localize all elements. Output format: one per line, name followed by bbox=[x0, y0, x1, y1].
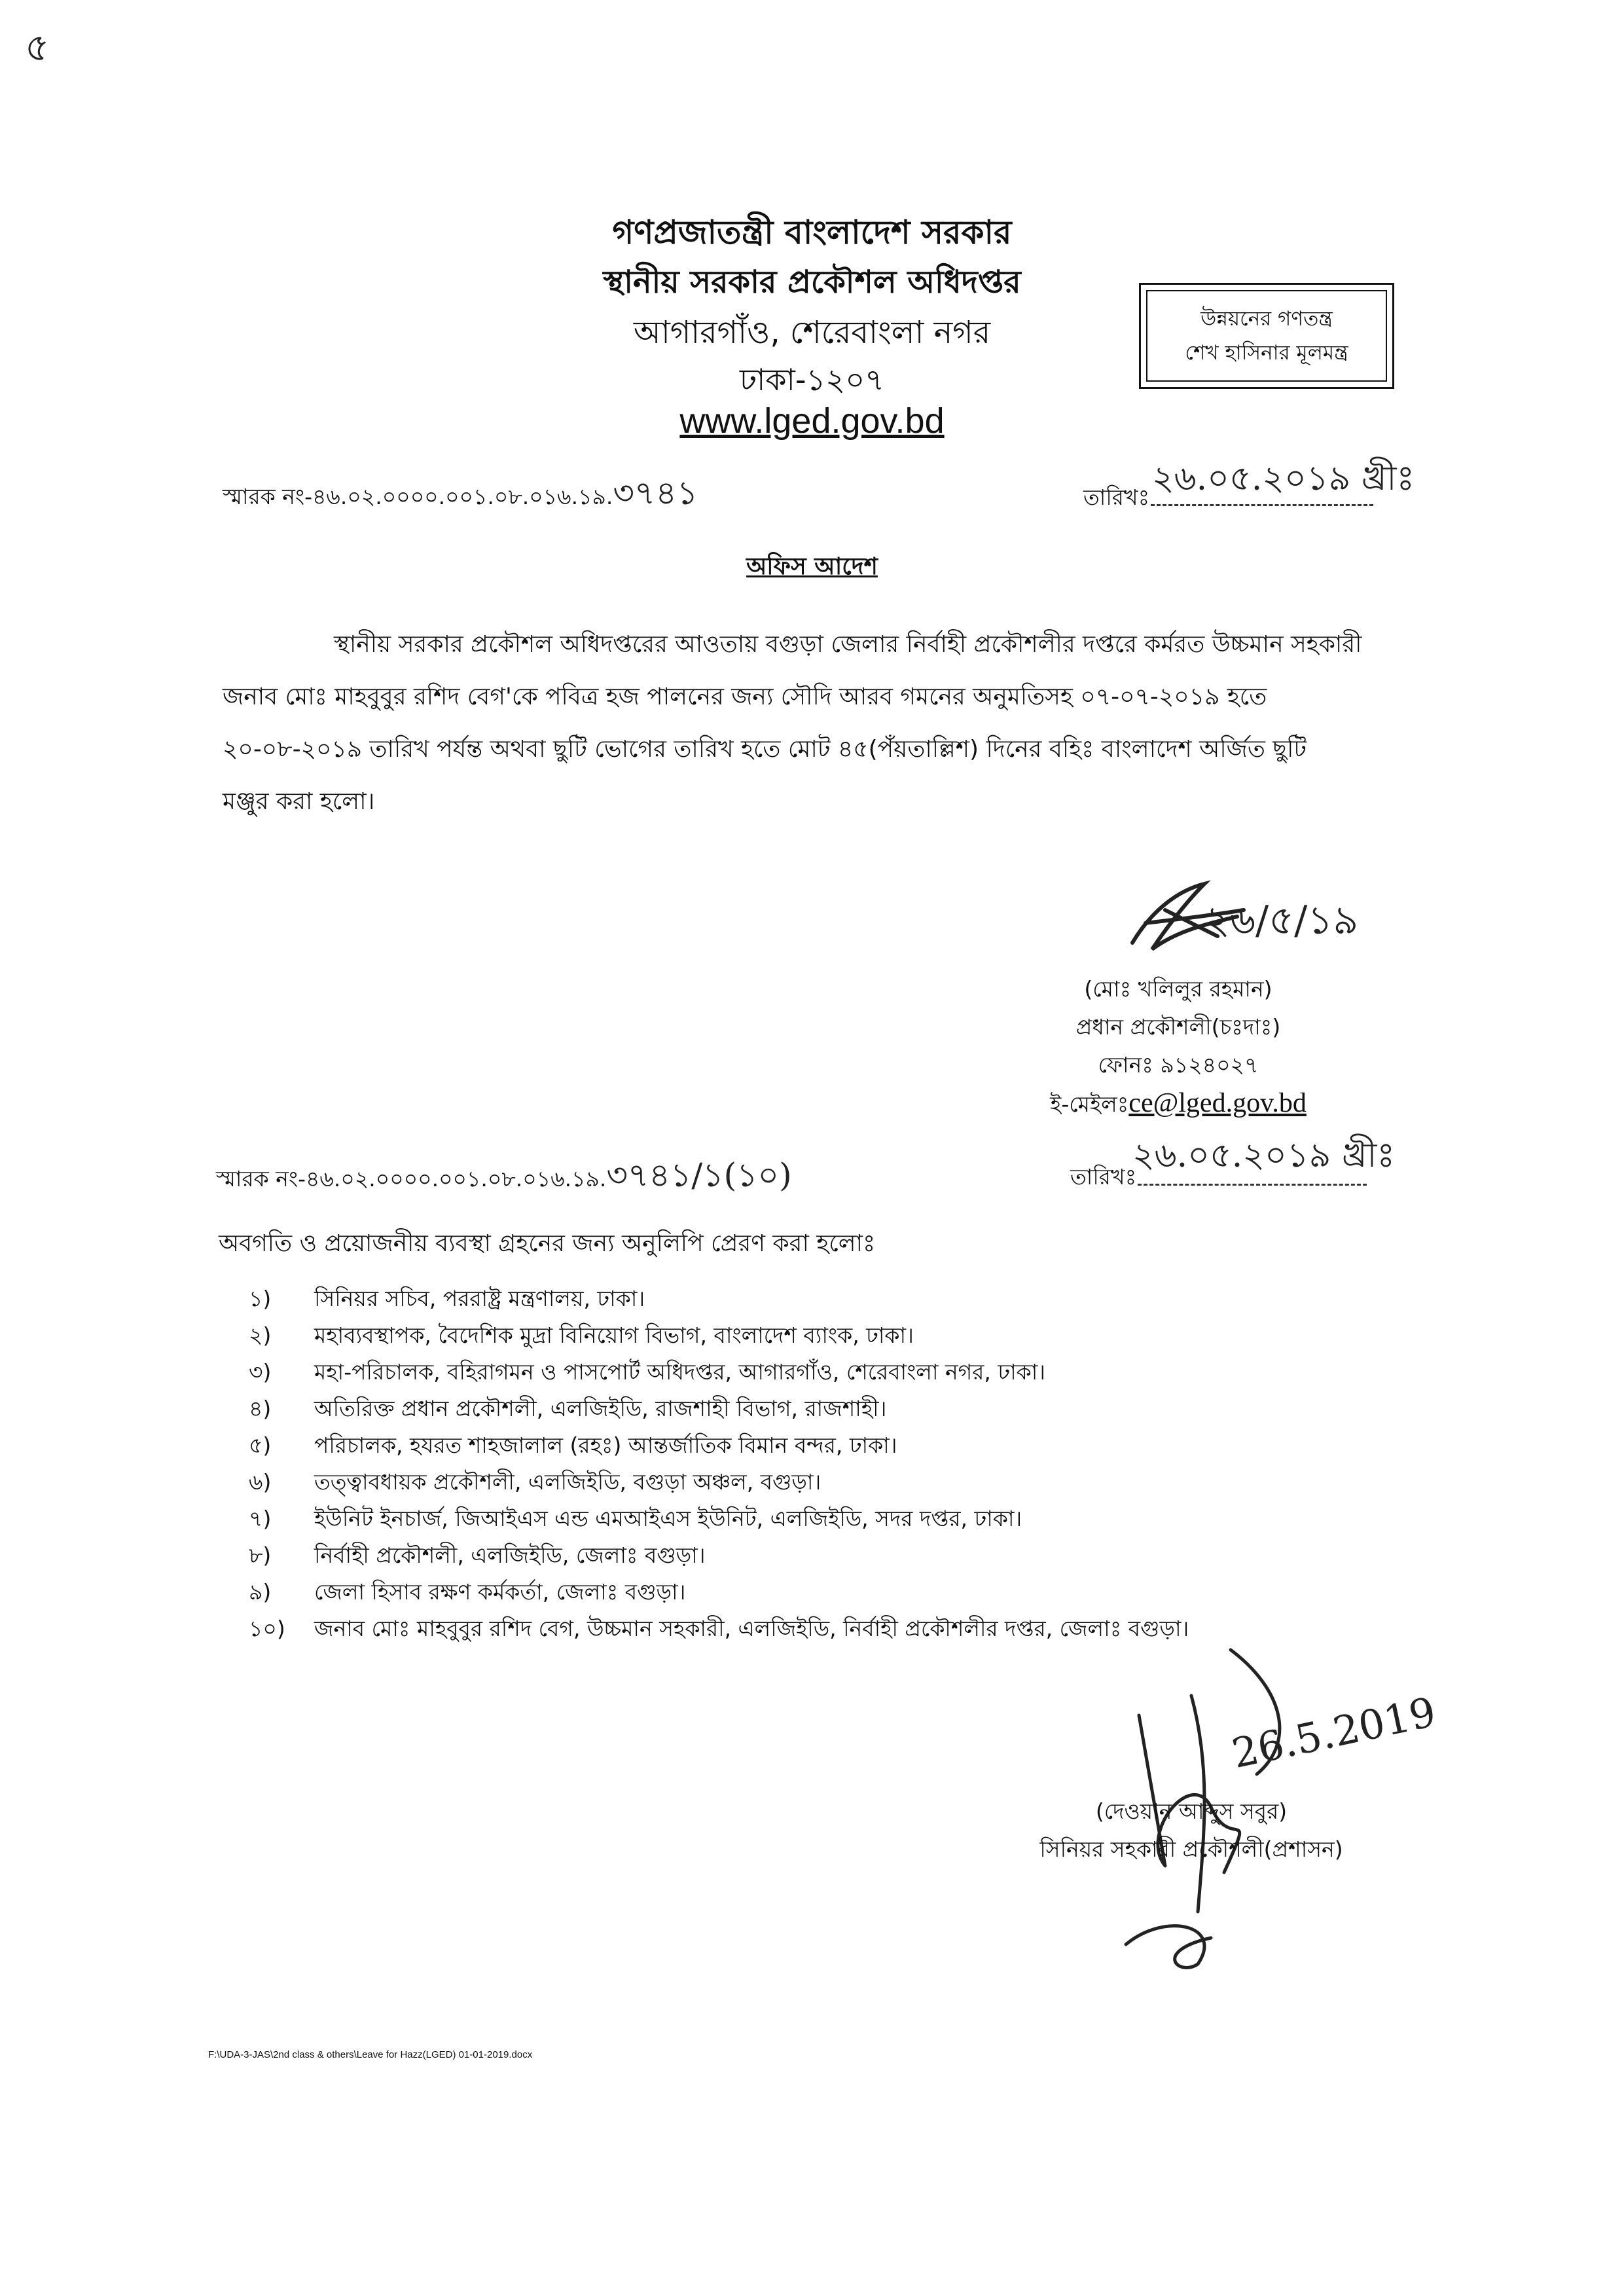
header-city: ঢাকা-১২০৭ bbox=[739, 362, 885, 397]
list-item bbox=[249, 1465, 1189, 1502]
slogan-line-2: শেখ হাসিনার মূলমন্ত্র bbox=[1185, 341, 1348, 365]
memo-number-text: স্মারক নং-৪৬.০২.০০০০.০০১.০৮.০১৬.১৯. bbox=[216, 1166, 607, 1192]
list-item-number: ৬) bbox=[249, 1469, 272, 1495]
list-item-number: ৭) bbox=[249, 1506, 272, 1531]
slogan-line-1: উন্নয়নের গণতন্ত্র bbox=[1200, 307, 1333, 331]
page-number-mark: ৫ bbox=[25, 25, 50, 69]
list-item-text: মহা-পরিচালক, বহিরাগমন ও পাসপোর্ট অধিদপ্তর, আগারগাঁও, শেরেবাংলা নগর, ঢাকা। bbox=[314, 1359, 1046, 1385]
website-link: www.lged.gov.bd bbox=[679, 401, 945, 441]
email-label: ই-মেইলঃ bbox=[1050, 1091, 1129, 1117]
header-address: আগারগাঁও, শেরেবাংলা নগর bbox=[633, 314, 991, 351]
date-handwritten-2: ২৬.০৫.২০১৯ খ্রীঃ bbox=[1132, 1136, 1396, 1175]
signatory-1-phone: ফোনঃ ৯১২৪০২৭ bbox=[1098, 1052, 1259, 1078]
signature-1-date: ২৬/৫/১৯ bbox=[1204, 898, 1359, 943]
signatory-1-designation: প্রধান প্রকৌশলী(চঃদাঃ) bbox=[1075, 1014, 1281, 1040]
list-item bbox=[249, 1355, 1189, 1392]
list-item-text: ইউনিট ইনচার্জ, জিআইএস এন্ড এমআইএস ইউনিট, এলজিইডি, সদর দপ্তর, ঢাকা। bbox=[314, 1506, 1022, 1531]
slogan-box bbox=[1139, 283, 1394, 389]
list-item-number: ২) bbox=[249, 1322, 272, 1348]
header-government: গণপ্রজাতন্ত্রী বাংলাদেশ সরকার bbox=[612, 213, 1012, 251]
signatory-2-block bbox=[982, 1793, 1401, 1868]
list-item bbox=[249, 1392, 1189, 1429]
order-body bbox=[223, 619, 1362, 828]
list-item bbox=[249, 1539, 1189, 1575]
memo-number-1 bbox=[223, 469, 698, 523]
list-item-text: নির্বাহী প্রকৌশলী, এলজিইডি, জেলাঃ বগুড়া। bbox=[314, 1542, 706, 1568]
list-item bbox=[249, 1575, 1189, 1612]
office-order-title bbox=[0, 549, 1624, 588]
list-item-number: ৮) bbox=[249, 1542, 272, 1568]
list-item bbox=[249, 1282, 1189, 1319]
header-department: স্থানীয় সরকার প্রকৌশল অধিদপ্তর bbox=[603, 264, 1021, 301]
list-item-text: অতিরিক্ত প্রধান প্রকৌশলী, এলজিইডি, রাজশাহী বিভাগ, রাজশাহী। bbox=[314, 1396, 887, 1421]
list-item-text: মহাব্যবস্থাপক, বৈদেশিক মুদ্রা বিনিয়োগ বিভাগ, বাংলাদেশ ব্যাংক, ঢাকা। bbox=[314, 1322, 914, 1348]
signatory-2-designation: সিনিয়র সহকারী প্রকৌশলী(প্রশাসন) bbox=[1039, 1836, 1343, 1862]
body-line-2: জনাব মোঃ মাহবুবুর রশিদ বেগ'কে পবিত্র হজ পালনের জন্য সৌদি আরব গমনের অনুমতিসহ ০৭-০৭-২০১৯ হতে bbox=[223, 683, 1267, 710]
body-line-3: ২০-০৮-২০১৯ তারিখ পর্যন্ত অথবা ছুটি ভোগের তারিখ হতে মোট ৪৫(পঁয়তাল্লিশ) দিনের বহিঃ বাংলাদেশ অর্জিত ছুটি bbox=[223, 736, 1307, 763]
memo-number-handwritten: ৩৭৪১/১(১০) bbox=[606, 1156, 792, 1194]
list-item-text: তত্ত্বাবধায়ক প্রকৌশলী, এলজিইডি, বগুড়া অঞ্চল, বগুড়া। bbox=[314, 1469, 821, 1495]
list-item bbox=[249, 1429, 1189, 1465]
date-1 bbox=[1083, 481, 1149, 517]
date-2 bbox=[1070, 1160, 1136, 1197]
signatory-1-email-row bbox=[1008, 1084, 1348, 1123]
list-item-number: ৩) bbox=[249, 1359, 272, 1385]
signatory-2-name: (দেওয়ান আব্দুস সবুর) bbox=[1095, 1798, 1288, 1824]
list-item-number: ৯) bbox=[249, 1579, 272, 1605]
date-handwritten-1: ২৬.০৫.২০১৯ খ্রীঃ bbox=[1152, 459, 1415, 498]
office-order-title-text: অফিস আদেশ bbox=[746, 553, 878, 580]
list-item-number: ৫) bbox=[249, 1432, 272, 1458]
list-item-number: ১) bbox=[249, 1286, 272, 1311]
memo-number-text: স্মারক নং-৪৬.০২.০০০০.০০১.০৮.০১৬.১৯. bbox=[223, 484, 613, 509]
list-item-text: জেলা হিসাব রক্ষণ কর্মকর্তা, জেলাঃ বগুড়া। bbox=[314, 1579, 686, 1605]
email-link[interactable]: ce@lged.gov.bd bbox=[1128, 1088, 1307, 1118]
footer-file-path: F:\UDA-3-JAS\2nd class & others\Leave for Hazz(LGED) 01-01-2019.docx bbox=[208, 2049, 533, 2060]
signature-2-date: 26.5.2019 bbox=[1227, 1687, 1440, 1778]
signatory-1-block bbox=[1008, 970, 1348, 1123]
list-item-text: পরিচালক, হযরত শাহজালাল (রহঃ) আন্তর্জাতিক বিমান বন্দর, ঢাকা। bbox=[314, 1432, 897, 1458]
signatory-1-name: (মোঃ খলিলুর রহমান) bbox=[1084, 976, 1272, 1002]
date-label: তারিখঃ bbox=[1070, 1164, 1137, 1190]
date-label: তারিখঃ bbox=[1083, 484, 1150, 510]
list-item bbox=[249, 1612, 1189, 1649]
memo-number-2 bbox=[216, 1151, 792, 1205]
cc-intro: অবগতি ও প্রয়োজনীয় ব্যবস্থা গ্রহনের জন্য অনুলিপি প্রেরণ করা হলোঃ bbox=[219, 1230, 876, 1257]
list-item-text: জনাব মোঃ মাহবুবুর রশিদ বেগ, উচ্চমান সহকারী, এলজিইডি, নির্বাহী প্রকৌশলীর দপ্তর, জেলাঃ বগুড়া। bbox=[314, 1616, 1189, 1641]
memo-number-handwritten: ৩৭৪১ bbox=[613, 474, 698, 512]
cc-list bbox=[249, 1282, 1189, 1649]
list-item bbox=[249, 1319, 1189, 1355]
list-item-number: ৪) bbox=[249, 1396, 272, 1421]
list-item-number: ১০) bbox=[249, 1616, 285, 1641]
header-website bbox=[0, 401, 1624, 441]
body-line-1: স্থানীয় সরকার প্রকৌশল অধিদপ্তরের আওতায় বগুড়া জেলার নির্বাহী প্রকৌশলীর দপ্তরে কর্মরত উচ্চমান সহকারী bbox=[334, 631, 1362, 658]
list-item bbox=[249, 1502, 1189, 1539]
list-item-text: সিনিয়র সচিব, পররাষ্ট্র মন্ত্রণালয়, ঢাকা। bbox=[314, 1286, 645, 1311]
body-line-4: মঞ্জুর করা হলো। bbox=[223, 788, 375, 815]
